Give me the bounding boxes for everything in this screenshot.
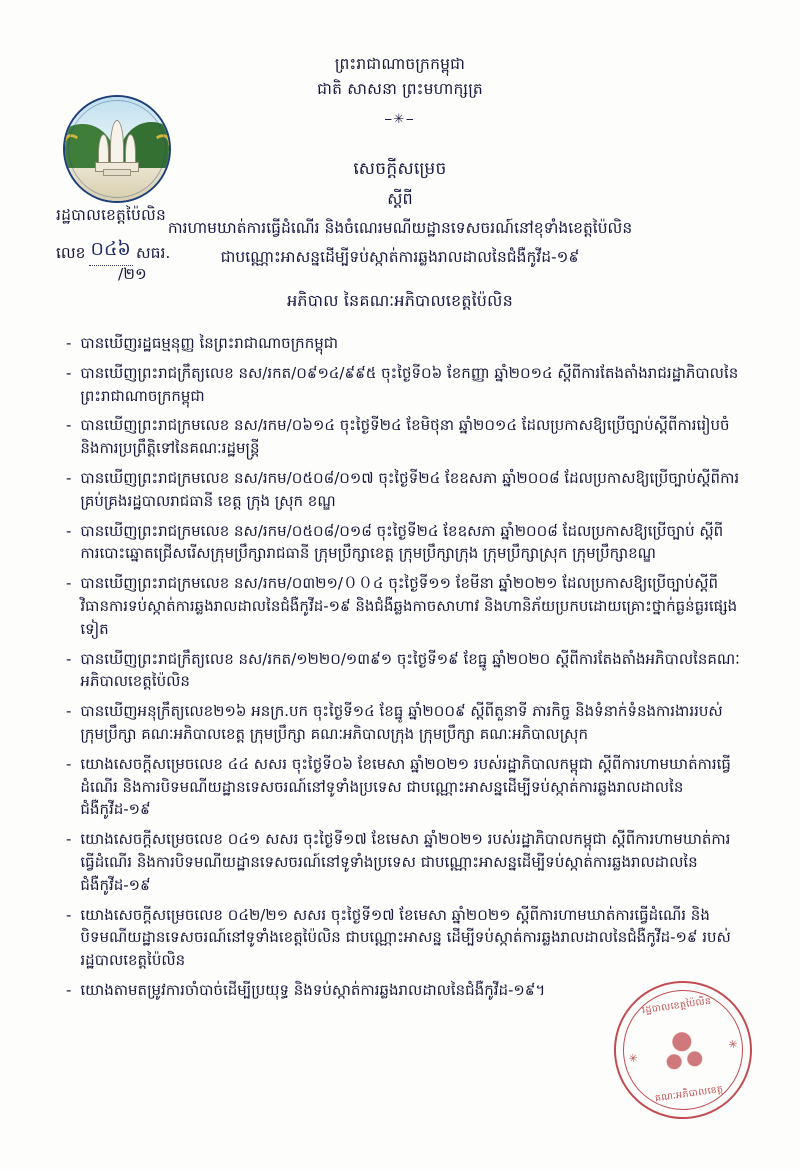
seal-star-left-icon: ✳ [627,1051,639,1066]
motto-line: ជាតិ សាសនា ព្រះមហាក្សត្រ [317,79,483,98]
bullet-dash: - [66,469,72,488]
list-item [66,700,740,746]
list-item-text: យោងសេចក្តីសម្រេចលេខ ០៤១ សសរ ចុះថ្ងៃទី១៧ ខែមេសា ឆ្នាំ២០២១ របស់រដ្ឋាភិបាលកម្ពុជា ស្តីពីការហាមឃាត់ការធ្វើដំណើរ និងការបិទមណីយដ្ឋានទេសចរណ៍នៅទូទាំងប្រទេស ជាបណ្ណោះអាសន្នដើម្បីទប់ស្កាត់ការឆ្លងរាលដាលនៃជំងឺកូវីដ-១៩ [80,830,731,894]
seal-emblem-figure [654,1021,713,1080]
emblem-rim [68,100,166,198]
seal-star-right-icon: ✳ [727,1037,739,1052]
about-label: ស្តីពី [387,188,413,208]
document-kind: សេចក្តីសម្រេច [353,159,447,180]
list-item [66,332,740,355]
number-sub: /២១ [118,265,147,283]
list-item [66,648,740,694]
seal-bottom-text: គណៈអភិបាលខេត្ត [654,1083,725,1105]
bullet-dash: - [66,363,72,382]
bullet-dash: - [66,649,72,668]
government-name: រដ្ឋបាលខេត្តប៉ៃលិន [56,206,167,224]
bullet-dash: - [66,574,72,593]
royal-government-emblem-icon [63,95,171,203]
bullet-dash: - [66,416,72,435]
list-item [66,414,740,460]
bullet-dash: - [66,754,72,773]
list-item-text: បានឃើញព្រះរាជក្រមលេខ នស/រកម/០៥០៨/០១៧ ចុះថ្ងៃទី២៤ ខែឧសភា ឆ្នាំ២០០៨ ដែលប្រកាសឱ្យប្រើច្បាប់ស្តីពីការគ្រប់គ្រងរដ្ឋបាលរាជធានី ខេត្ត ក្រុង ស្រុក ខណ្ឌ [80,469,740,510]
list-item [66,828,740,896]
subject-line-2: ជាបណ្ណោះអាសន្នដើម្បីទប់ស្កាត់ការឆ្លងរាលដាលនៃជំងឺកូវីដ-១៩ [220,247,580,266]
list-item-text: បានឃើញរដ្ឋធម្មនុញ្ញ នៃព្រះរាជាណាចក្រកម្ពុជា [80,334,339,353]
list-item [66,753,740,821]
bullet-dash: - [66,521,72,540]
kingdom-line: ព្រះរាជាណាចក្រកម្ពុជា [334,55,466,73]
bullet-dash: - [66,905,72,924]
list-item [66,362,740,408]
list-item-text: យោងសេចក្តីសម្រេចលេខ ៤៤ សសរ ចុះថ្ងៃទី០៦ ខែមេសា ឆ្នាំ២០២១ របស់រដ្ឋាភិបាលកម្ពុជា ស្តីពីការហាមឃាត់ការធ្វើដំណើរ និងការបិទមណីយដ្ឋានទេសចរណ៍នៅទូទាំងប្រទេស ជាបណ្ណោះអាសន្នដើម្បីទប់ស្កាត់ការឆ្លងរាលដាលនៃជំងឺកូវីដ-១៩ [80,754,731,819]
list-item-text: បានឃើញព្រះរាជក្រមលេខ នស/រកម/០៥០៨/០១៨ ចុះថ្ងៃទី២៤ ខែឧសភា ឆ្នាំ២០០៨ ដែលប្រកាសឱ្យប្រើច្បាប់ ស្តីពីការបោះឆ្នោតជ្រើសរើសក្រុមប្រឹក្សារាជធានី ក្រុមប្រឹក្សាខេត្ត ក្រុមប្រឹក្សាក្រុង ក្រុមប្រឹក្សាស្រុក ក្រុមប្រឹក្សាខណ្ឌ [80,521,724,563]
letterhead-block [56,205,316,287]
list-item [66,904,740,972]
number-label: លេខ [56,244,86,262]
issuing-authority: អភិបាល នៃគណៈអភិបាលខេត្តប៉ៃលិន [287,291,513,311]
bullet-dash: - [66,980,72,999]
bullet-dash: - [66,830,72,849]
list-item [66,467,740,513]
seal-top-text: រដ្ឋបាលខេត្តប៉ៃលិន [641,995,713,1017]
list-item [66,572,740,640]
bullet-dash: - [66,702,72,721]
list-item-text: យោងតាមតម្រូវការចាំបាច់ដើម្បីប្រយុទ្ធ និងទប់ស្កាត់ការឆ្លងរាលដាលនៃជំងឺកូវីដ-១៩។ [80,980,546,999]
number-value: ០៤៦ [89,237,133,266]
list-item-text: បានឃើញព្រះរាជក្រឹត្យលេខ នស/រកត/០៩១៤/៩៩៥ ចុះថ្ងៃទី០៦ ខែកញ្ញា ឆ្នាំ២០១៤ ស្តីពីការតែងតាំងរាជរដ្ឋាភិបាលនៃព្រះរាជាណាចក្រកម្ពុជា [80,363,739,405]
list-item-text: បានឃើញអនុក្រឹត្យលេខ២១៦ អនក្រ.បក ចុះថ្ងៃទី១៤ ខែធ្នូ ឆ្នាំ២០០៩ ស្តីពីតួនាទី ភារកិច្ច និងទំនាក់ទំនងការងាររបស់ក្រុមប្រឹក្សា គណៈអភិបាលខេត្ត ក្រុមប្រឹក្សា គណៈអភិបាលក្រុង ក្រុមប្រឹក្សា គណៈអភិបាលស្រុក [80,702,723,743]
list-item-text: យោងសេចក្តីសម្រេចលេខ ០៤២/២១ សសរ ចុះថ្ងៃទី១៧ ខែមេសា ឆ្នាំ២០២១ ស្តីពីការហាមឃាត់ការធ្វើដំណើរ និងបិទមណីយដ្ឋានទេសចរណ៍នៅទូទាំងខេត្តប៉ៃលិន ជាបណ្ណោះអាសន្ន ដើម្បីទប់ស្កាត់ការឆ្លងរាលដាលនៃជំងឺកូវីដ-១៩ របស់រដ្ឋបាលខេត្តប៉ៃលិន [80,905,731,970]
emblem-container [63,95,169,201]
number-suffix: សធរ. [135,244,171,262]
document-number-row [56,237,316,266]
list-item [66,520,740,566]
list-item-text: បានឃើញព្រះរាជក្រមលេខ នស/រកម/០៦១៤ ចុះថ្ងៃទី២៤ ខែមិថុនា ឆ្នាំ២០១៤ ដែលប្រកាសឱ្យប្រើច្បាប់ស្តីពីការរៀបចំ និងការប្រព្រឹត្តិទៅនៃគណៈរដ្ឋមន្ត្រី [80,416,730,458]
subject-line-1: ការហាមឃាត់ការធ្វើដំណើរ និងចំណេរមណីយដ្ឋានទេសចរណ៍នៅខុទាំងខេត្តប៉ៃលិន [167,218,633,237]
list-item-text: បានឃើញព្រះរាជក្រឹត្យលេខ នស/រកត/១២២០/១៣៩១ ចុះថ្ងៃទី១៩ ខែធ្នូ ឆ្នាំ២០២០ ស្តីពីការតែងតាំងអភិបាលនៃគណៈអភិបាលខេត្តប៉ៃលិន [80,649,740,691]
preamble-list [66,332,740,1002]
list-item-text: បានឃើញព្រះរាជក្រមលេខ នស/រកម/០៣២១/００៤ ចុះថ្ងៃទី១១ ខែមីនា ឆ្នាំ២០២១ ដែលប្រកាសឱ្យប្រើច្បាប់ស្តីពី វិធានការទប់ស្កាត់ការឆ្លងរាលដាលនៃជំងឺកូវីដ-១៩ និងជំងឺឆ្លងកាចសាហាវ និងហានិភ័យប្រកបដោយគ្រោះថ្នាក់ធ្ងន់ធ្ងរផ្សេងទៀត [80,574,738,638]
bullet-dash: - [66,334,72,353]
divider-ornament: ⎯✳⎯ [385,111,415,127]
